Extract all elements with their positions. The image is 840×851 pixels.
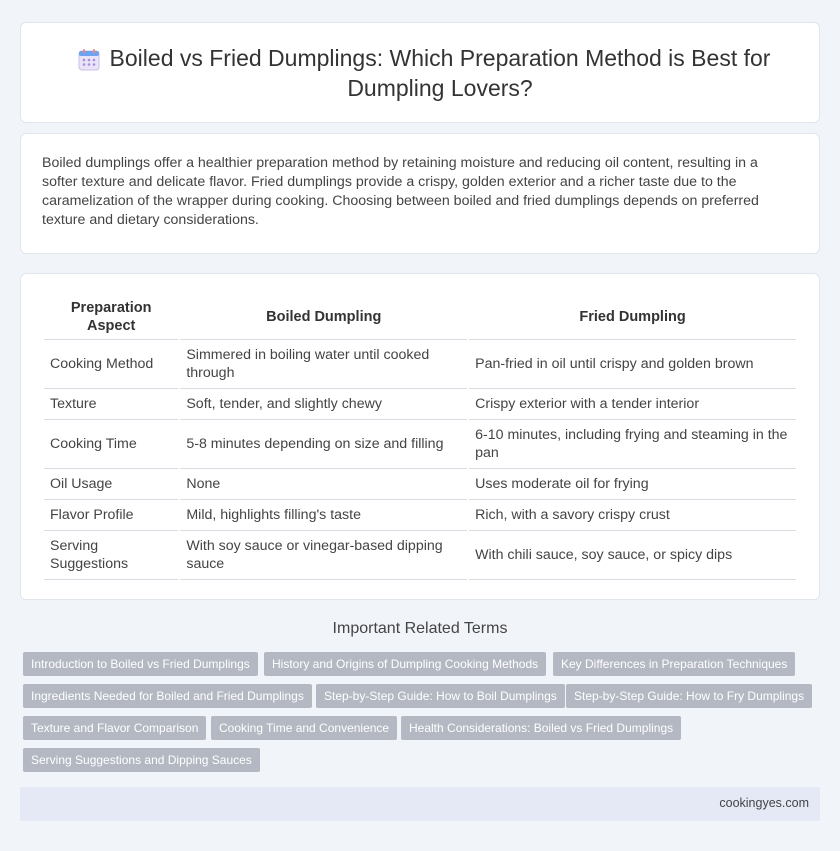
row-boiled: Soft, tender, and slightly chewy: [180, 389, 467, 420]
row-aspect: Texture: [44, 389, 178, 420]
row-aspect: Flavor Profile: [44, 500, 178, 531]
related-term-tag[interactable]: Health Considerations: Boiled vs Fried Dumplings: [401, 716, 681, 740]
table-row: [44, 340, 796, 389]
intro-card: [20, 133, 820, 254]
row-fried: Crispy exterior with a tender interior: [469, 389, 796, 420]
row-fried: Pan-fried in oil until crispy and golden brown: [469, 340, 796, 389]
row-boiled: Simmered in boiling water until cooked through: [180, 340, 467, 389]
row-boiled: None: [180, 469, 467, 500]
related-terms-heading: Important Related Terms: [332, 620, 508, 637]
table-row: [44, 500, 796, 531]
related-term-tag[interactable]: Cooking Time and Convenience: [211, 716, 397, 740]
related-term-tag[interactable]: Step-by-Step Guide: How to Boil Dumplings: [316, 684, 565, 708]
header-fried: Fried Dumpling: [469, 294, 796, 340]
table-row: [44, 469, 796, 500]
related-term-tag[interactable]: Serving Suggestions and Dipping Sauces: [23, 748, 260, 772]
comparison-card: [20, 273, 820, 600]
title-card: [20, 22, 820, 123]
intro-paragraph: Boiled dumplings offer a healthier preparation method by retaining moisture and reducing oil content, resulting in a softer texture and delicate flavor. Fried dumplings provide a crispy, golden exterior and a richer taste due to the caramelization of the wrapper during cooking. Choosing between boiled and fried dumplings depends on preferred texture and dietary considerations.: [42, 155, 759, 228]
page-title: Boiled vs Fried Dumplings: Which Preparation Method is Best for Dumpling Lovers?: [109, 45, 771, 101]
comparison-table: [42, 294, 798, 580]
row-boiled: With soy sauce or vinegar-based dipping sauce: [180, 531, 467, 580]
row-aspect: Serving Suggestions: [44, 531, 178, 580]
row-fried: 6-10 minutes, including frying and steaming in the pan: [469, 420, 796, 469]
related-term-tag[interactable]: Key Differences in Preparation Techniques: [553, 652, 795, 676]
table-row: [44, 531, 796, 580]
row-aspect: Cooking Method: [44, 340, 178, 389]
table-row: [44, 389, 796, 420]
row-aspect: Oil Usage: [44, 469, 178, 500]
footer-site-link[interactable]: cookingyes.com: [719, 796, 809, 810]
row-boiled: Mild, highlights filling's taste: [180, 500, 467, 531]
footer: [20, 787, 820, 821]
table-header-row: [44, 294, 796, 340]
related-term-tag[interactable]: Introduction to Boiled vs Fried Dumplings: [23, 652, 258, 676]
header-aspect: Preparation Aspect: [44, 294, 178, 340]
related-term-tag[interactable]: Step-by-Step Guide: How to Fry Dumplings: [566, 684, 812, 708]
header-boiled: Boiled Dumpling: [180, 294, 467, 340]
row-fried: Rich, with a savory crispy crust: [469, 500, 796, 531]
row-fried: Uses moderate oil for frying: [469, 469, 796, 500]
row-boiled: 5-8 minutes depending on size and filling: [180, 420, 467, 469]
related-term-tag[interactable]: Texture and Flavor Comparison: [23, 716, 206, 740]
related-term-tag[interactable]: History and Origins of Dumpling Cooking Methods: [264, 652, 546, 676]
table-row: [44, 420, 796, 469]
row-fried: With chili sauce, soy sauce, or spicy dips: [469, 531, 796, 580]
row-aspect: Cooking Time: [44, 420, 178, 469]
related-term-tag[interactable]: Ingredients Needed for Boiled and Fried Dumplings: [23, 684, 312, 708]
